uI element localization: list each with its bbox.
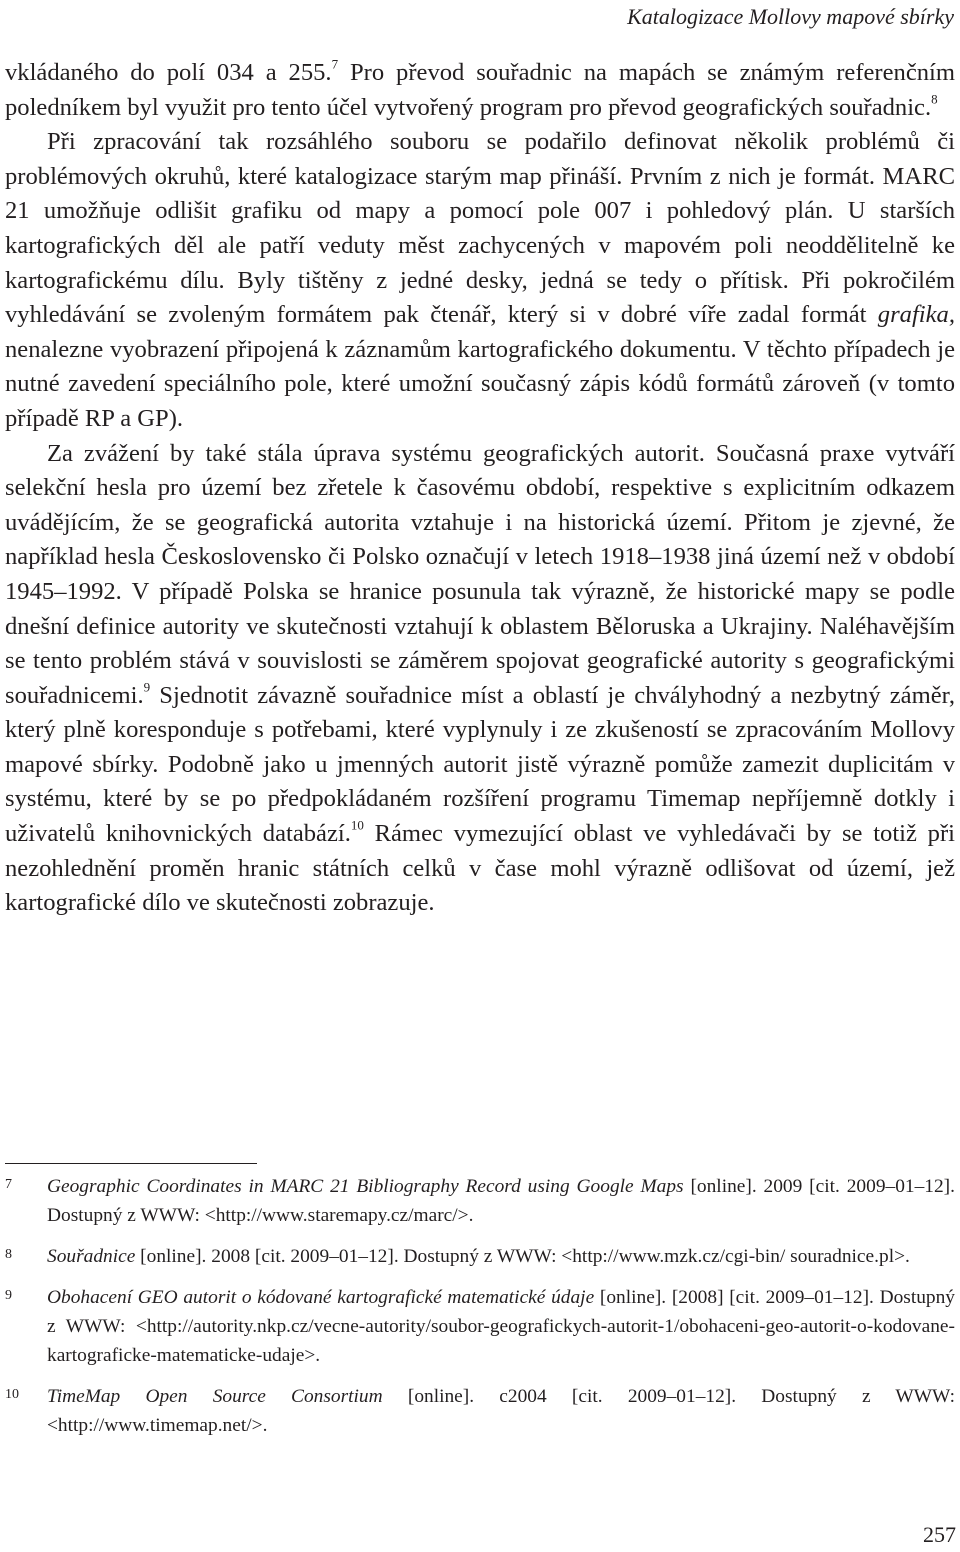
footnote-ref-10: 10: [350, 817, 364, 833]
footnote-ref-9: 9: [143, 679, 151, 694]
paragraph-text: vkládaného do polí 034 a 255.: [5, 59, 332, 86]
paragraph-text: nenalezne vyobrazení připojená k záznamům kartografického dokumentu. V těchto případech je nutné zavedení speciálního pole, které umožní současný zápis kódů formátů zároveň (v tomto případě RP a GP).: [5, 335, 955, 432]
footnote-number: 9: [5, 1288, 12, 1303]
paragraph-1: [5, 56, 955, 125]
footnote-title: Souřadnice: [47, 1246, 136, 1267]
footnote-9: [5, 1283, 955, 1370]
footnote-divider: [5, 1163, 257, 1164]
paragraph-text: Sjednotit závazně souřadnice míst a oblastí je chvályhodný a nezbytný záměr, který plně koresponduje s potřebami, které vyplynuly i ze zkušeností se zpracováním Mollovy mapové sbírky. Podobně jako u jmenných autorit jistě výrazně pomůže zamezit duplicitám v systému, které by se po předpokládaném rozšíření programu Timemap nepříjemně dotkly i uživatelů knihovnických databází.: [5, 681, 955, 848]
footnote-number: 7: [5, 1177, 12, 1192]
footnote-8: [5, 1242, 955, 1271]
footnote-title: TimeMap Open Source Consortium: [47, 1386, 383, 1407]
footnote-title: Obohacení GEO autorit o kódované kartografické matematické údaje: [47, 1287, 595, 1308]
paragraph-text: Pro převod souřadnic na mapách se známým referenčním poledníkem byl využit pro tento účel vytvořený program pro převod geografických souřadnic.: [5, 59, 956, 121]
footnote-text: [online]. [2008] [cit. 2009–01–12]. Dostupný z WWW: <http://autority.nkp.cz/vecne-autority/soubor-geografickych-autorit-1/obohaceni-geo-autorit-o-kodovane-kartograficke-matematicke-udaje>.: [47, 1287, 955, 1366]
paragraph-text: Za zvážení by také stála úprava systému geografických autorit. Současná praxe vytváří selekční hesla pro území bez zřetele k časovému období, respektive s explicitním odkazem uvádějícím, že se geografická autorita vztahuje i na historická území. Přitom je zjevné, že například hesla Československo či Polsko označují v letech 1918–1938 jiná území než v období 1945–1992. V případě Polska se hranice posunula tak výrazně, že historické mapy se podle dnešní definice autority ve skutečnosti vztahují k oblastem Běloruska a Ukrajiny. Naléhavějším se tento problém stává v souvislosti se záměrem spojovat geografické autority s geografickými souřadnicemi.: [5, 439, 955, 709]
footnote-7: [5, 1172, 955, 1230]
footnote-text: [online]. c2004 [cit. 2009–01–12]. Dostupný z WWW: <http://www.timemap.net/>.: [47, 1386, 955, 1436]
paragraph-3: [5, 437, 955, 921]
paragraph-2: [5, 125, 955, 436]
italic-term: grafika,: [877, 301, 955, 329]
footnote-number: 8: [5, 1247, 12, 1262]
footnote-title: Geographic Coordinates in MARC 21 Bibliography Record using Google Maps: [47, 1176, 684, 1197]
running-header: Katalogizace Mollovy mapové sbírky: [627, 4, 954, 29]
footnote-10: [5, 1382, 955, 1440]
footnote-ref-7: 7: [331, 56, 339, 72]
footnote-ref-8: 8: [931, 90, 938, 106]
page-number: 257: [923, 1522, 956, 1547]
footnotes: [5, 1172, 955, 1452]
footnote-number: 10: [5, 1387, 19, 1402]
footnote-text: [online]. 2008 [cit. 2009–01–12]. Dostupný z WWW: <http://www.mzk.cz/cgi-bin/ souradnice.pl>.: [135, 1246, 910, 1267]
footnote-text: [online]. 2009 [cit. 2009–01–12]. Dostupný z WWW: <http://www.staremapy.cz/marc/>.: [47, 1176, 955, 1226]
paragraph-text: Rámec vymezující oblast ve vyhledávači by se totiž při nezohlednění proměn hranic státních celků v čase mohl výrazně odlišovat od území, jež kartografické dílo ve skutečnosti zobrazuje.: [5, 820, 955, 917]
body-text: [5, 56, 955, 921]
paragraph-text: Při zpracování tak rozsáhlého souboru se podařilo definovat několik problémů či problémových okruhů, které katalogizace starým map přináší. Prvním z nich je formát. MARC 21 umožňuje odlišit grafiku od mapy a pomocí pole 007 i pohledový plán. U starších kartografických děl ale patří veduty měst zachycených v mapovém poli neoddělitelně ke kartografickému dílu. Byly tištěny z jedné desky, jedná se tedy o přítisk. Při pokročilém vyhledávání se zvoleným formátem pak čtenář, který si v dobré víře zadal formát: [5, 128, 955, 329]
